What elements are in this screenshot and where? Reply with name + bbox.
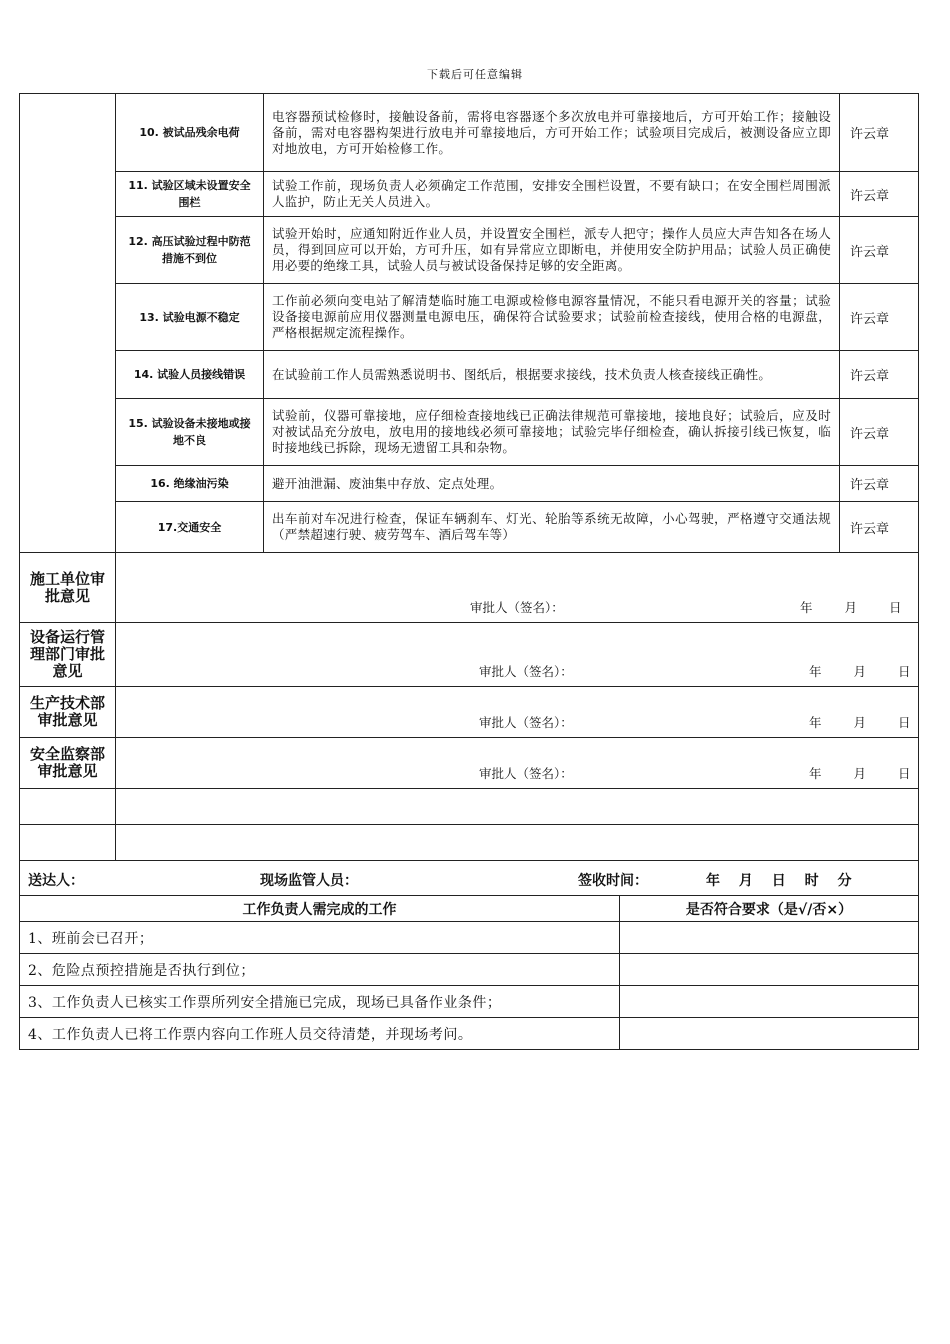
blank-cell[interactable] xyxy=(116,825,919,861)
risk-signer: 许云章 xyxy=(840,172,919,217)
risk-name: 17.交通安全 xyxy=(116,502,264,553)
risk-signer: 许云章 xyxy=(840,94,919,172)
risk-name: 13. 试验电源不稳定 xyxy=(116,284,264,351)
receipt-time-units: 年 月 日 时 分 xyxy=(706,873,852,889)
approval-sign-cell[interactable] xyxy=(116,623,919,687)
risk-signer: 许云章 xyxy=(840,217,919,284)
checklist-header-row xyxy=(20,896,919,922)
blank-cell xyxy=(20,789,116,825)
risk-measure: 工作前必须向变电站了解清楚临时施工电源或检修电源容量情况，不能只看电源开关的容量；试验设备接电源前应用仪器测量电源电压，确保符合试验要求；试验前检查接线，使用合格的电源盘，严格根据规定流程操作。 xyxy=(264,284,840,351)
blank-row xyxy=(20,789,919,825)
approval-row xyxy=(20,738,919,789)
risk-row xyxy=(20,502,919,553)
checklist-result-cell[interactable] xyxy=(620,986,919,1018)
checklist-item: 3、工作负责人已核实工作票所列安全措施已完成，现场已具备作业条件； xyxy=(20,986,620,1018)
risk-name: 11. 试验区域未设置安全围栏 xyxy=(116,172,264,217)
supervisor-label: 现场监管人员： xyxy=(260,873,358,889)
risk-signer: 许云章 xyxy=(840,351,919,399)
risk-measure: 试验工作前，现场负责人必须确定工作范围，安排安全围栏设置，不要有缺口；在安全围栏周围派人监护，防止无关人员进入。 xyxy=(264,172,840,217)
delivery-sign-cell[interactable] xyxy=(20,861,919,896)
risk-name: 12. 高压试验过程中防范措施不到位 xyxy=(116,217,264,284)
approval-title: 生产技术部审批意见 xyxy=(20,687,116,738)
approval-date-label: 年 月 日 xyxy=(809,715,911,730)
risk-signer: 许云章 xyxy=(840,502,919,553)
checklist-item: 4、工作负责人已将工作票内容向工作班人员交待清楚，并现场考问。 xyxy=(20,1018,620,1050)
blank-cell xyxy=(20,825,116,861)
checklist-item: 2、危险点预控措施是否执行到位； xyxy=(20,954,620,986)
risk-row xyxy=(20,351,919,399)
risk-control-table xyxy=(19,93,919,861)
risk-row xyxy=(20,94,919,172)
checklist-row xyxy=(20,986,919,1018)
risk-row xyxy=(20,466,919,502)
approval-row xyxy=(20,623,919,687)
risk-row xyxy=(20,172,919,217)
risk-measure: 试验前，仪器可靠接地，应仔细检查接地线已正确法律规范可靠接地，接地良好；试验后，应及时对被试品充分放电，放电用的接地线必须可靠接地；试验完毕仔细检查，确认拆接引线已恢复，临时接地线已拆除，现场无遗留工具和杂物。 xyxy=(264,399,840,466)
page-header-note: 下载后可任意编辑 xyxy=(427,68,523,81)
approval-sign-cell[interactable] xyxy=(116,687,919,738)
checklist-row xyxy=(20,1018,919,1050)
approval-title: 施工单位审批意见 xyxy=(20,553,116,623)
approval-row xyxy=(20,687,919,738)
handover-checklist-table xyxy=(19,860,919,1050)
checklist-row xyxy=(20,954,919,986)
approval-sign-cell[interactable] xyxy=(116,553,919,623)
risk-row xyxy=(20,284,919,351)
risk-signer: 许云章 xyxy=(840,466,919,502)
approver-label: 审批人（签名）： xyxy=(479,766,573,781)
blank-row xyxy=(20,825,919,861)
checklist-task-header: 工作负责人需完成的工作 xyxy=(20,896,620,922)
checklist-row xyxy=(20,922,919,954)
risk-row xyxy=(20,217,919,284)
risk-row xyxy=(20,399,919,466)
risk-name: 14. 试验人员接线错误 xyxy=(116,351,264,399)
risk-measure: 在试验前工作人员需熟悉说明书、图纸后，根据要求接线，技术负责人核查接线正确性。 xyxy=(264,351,840,399)
risk-name: 16. 绝缘油污染 xyxy=(116,466,264,502)
receipt-time-label: 签收时间： xyxy=(578,873,648,889)
risk-measure: 电容器预试检修时，接触设备前，需将电容器逐个多次放电并可靠接地后，方可开始工作；接触设备前，需对电容器构架进行放电并可靠接地后，方可开始工作；试验项目完成后，被测设备应立即对地放电，方可开始检修工作。 xyxy=(264,94,840,172)
approval-date-label: 年 月 日 xyxy=(809,664,911,679)
approval-title: 设备运行管理部门审批意见 xyxy=(20,623,116,687)
risk-signer: 许云章 xyxy=(840,399,919,466)
delivery-sign-row xyxy=(20,861,919,896)
approval-sign-cell[interactable] xyxy=(116,738,919,789)
approver-label: 审批人（签名）： xyxy=(470,600,564,615)
checklist-result-cell[interactable] xyxy=(620,922,919,954)
sender-label: 送达人： xyxy=(28,873,84,889)
checklist-result-header: 是否符合要求（是√/否×） xyxy=(620,896,919,922)
risk-measure: 试验开始时，应通知附近作业人员，并设置安全围栏，派专人把守；操作人员应大声告知各在场人员，得到回应可以开始，方可升压，如有异常应立即断电，并使用安全防护用品；试验人员正确使用必要的绝缘工具，试验人员与被试设备保持足够的安全距离。 xyxy=(264,217,840,284)
checklist-result-cell[interactable] xyxy=(620,1018,919,1050)
approver-label: 审批人（签名）： xyxy=(479,664,573,679)
blank-cell[interactable] xyxy=(116,789,919,825)
approval-title: 安全监察部审批意见 xyxy=(20,738,116,789)
risk-group-cell xyxy=(20,94,116,553)
approver-label: 审批人（签名）： xyxy=(479,715,573,730)
approval-date-label: 年 月 日 xyxy=(809,766,911,781)
risk-name: 15. 试验设备未接地或接地不良 xyxy=(116,399,264,466)
risk-measure: 出车前对车况进行检查，保证车辆刹车、灯光、轮胎等系统无故障，小心驾驶，严格遵守交通法规（严禁超速行驶、疲劳驾车、酒后驾车等） xyxy=(264,502,840,553)
risk-name: 10. 被试品残余电荷 xyxy=(116,94,264,172)
checklist-item: 1、班前会已召开； xyxy=(20,922,620,954)
approval-row xyxy=(20,553,919,623)
checklist-result-cell[interactable] xyxy=(620,954,919,986)
approval-date-label: 年 月 日 xyxy=(800,600,902,615)
risk-signer: 许云章 xyxy=(840,284,919,351)
risk-measure: 避开油泄漏、废油集中存放、定点处理。 xyxy=(264,466,840,502)
